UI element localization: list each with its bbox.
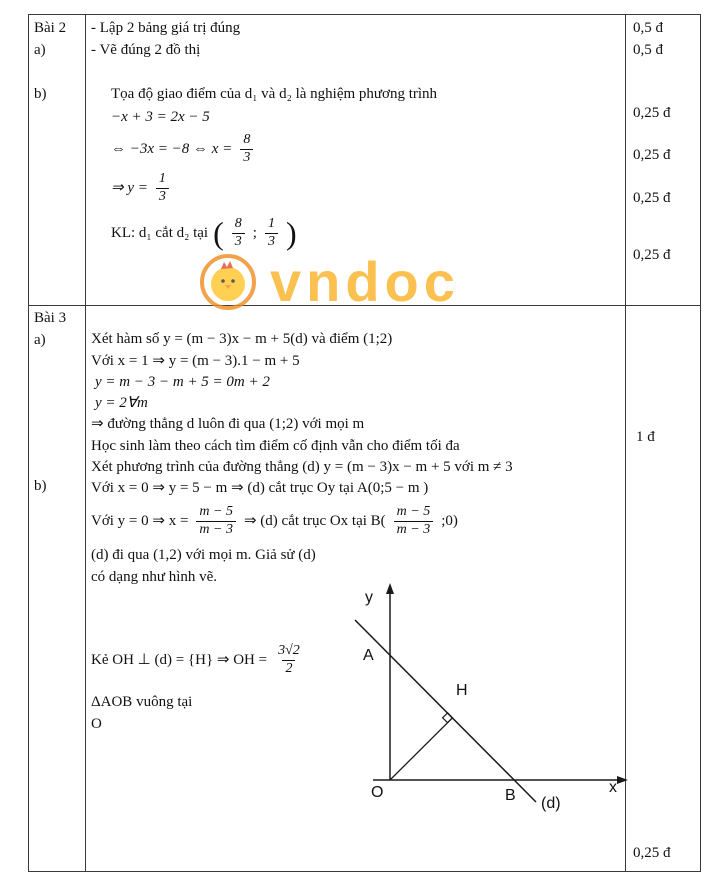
label-y: y [365,589,373,606]
fraction-denominator: m − 3 [196,521,236,539]
fraction-3root2-2 [275,643,303,678]
fraction-denominator: m − 3 [394,521,434,539]
bai3-line12-equation [91,641,306,679]
fraction-denominator: 3 [265,233,278,251]
bai3-line10: (d) đi qua (1,2) với mọi m. Giả sử (d) [91,547,316,563]
points-cell: 0,5 đ [633,42,663,58]
label-x: x [609,779,617,796]
bai3-sub-b: b) [34,478,47,494]
points-cell: 0,25 đ [633,147,671,163]
bai2-row-label: Bài 2 [34,20,67,36]
right-angle-mark-icon [443,713,453,723]
points-cell: 0,5 đ [633,20,663,36]
fraction-denominator: 3 [240,149,253,167]
points-cell: 0,25 đ [633,845,671,861]
bai3-line11: có dạng như hình vẽ. [91,569,218,585]
fraction-1-3 [265,216,278,251]
fraction-m5-m3 [196,504,236,539]
fraction-8-3 [240,132,253,167]
vndoc-chick-logo-icon [198,252,260,312]
bai3-line6: Học sinh làm theo cách tìm điểm cố định vẫn cho điểm tối đa [91,438,460,454]
fraction-numerator: 8 [234,215,242,231]
label-d: (d) [541,795,561,812]
equation-text: Với y = 0 ⇒ x = [91,513,189,529]
y-axis-arrow-icon [386,583,394,594]
bai2-conclusion-line [111,213,297,253]
fraction-numerator: 1 [267,215,275,231]
bai3-line9-equation [91,502,458,540]
line-d [355,620,536,802]
fraction-numerator: 3√2 [278,642,300,658]
open-paren: ( [213,215,224,251]
separator: ; [252,225,257,241]
bai2-line2: - Vẽ đúng 2 đồ thị [91,42,201,58]
bai3-line8: Với x = 0 ⇒ y = 5 − m ⇒ (d) cắt trục Oy tại A(0;5 − m ) [91,480,429,496]
equation-text: ⇒ (d) cắt trục Ox tại B( [243,513,386,529]
bai3-line3-equation: y = m − 3 − m + 5 = 0m + 2 [95,374,270,390]
close-paren: ) [285,215,297,251]
bai2-sub-a: a) [34,42,46,58]
fraction-m5-m3 [394,504,434,539]
fraction-denominator: 2 [282,660,295,678]
fraction-denominator: 3 [232,233,245,251]
label-o: O [371,784,384,801]
segment-oh [390,718,453,780]
bai3-line5: ⇒ đường thẳng d luôn đi qua (1;2) với mọi m [91,416,365,432]
table-col-divider-left [85,14,86,872]
vndoc-watermark [198,252,460,312]
conclusion-text: KL: d₁ cắt d₂ tại [111,225,209,241]
fraction-numerator: 8 [243,131,251,147]
bai2-line4-equation: −x + 3 = 2x − 5 [111,109,210,125]
fraction-denominator: 3 [156,188,169,206]
bai3-line2: Với x = 1 ⇒ y = (m − 3).1 − m + 5 [91,353,300,369]
equation-text: ⇒ y = [111,180,148,196]
equation-text: Kẻ OH ⊥ (d) = {H} ⇒ OH = [91,652,268,668]
bai3-row-label: Bài 3 [34,310,67,326]
coordinate-diagram [335,578,635,828]
vndoc-watermark-text: vndoc [270,250,460,313]
bai2-line6-equation [111,170,172,206]
fraction-1-3 [156,171,169,206]
bai3-line13: ΔAOB vuông tại [91,694,193,710]
bai2-sub-b: b) [34,86,47,102]
label-a: A [363,647,374,664]
points-cell: 0,25 đ [633,247,671,263]
points-cell: 0,25 đ [633,105,671,121]
label-h: H [456,682,468,699]
bai2-line5-equation [111,131,256,167]
bai2-line3: Tọa độ giao điểm của d₁ và d₂ là nghiệm phương trình [111,86,438,102]
fraction-numerator: m − 5 [199,503,233,519]
label-b: B [505,787,516,804]
equation-text: ⇔ −3x = −8 ⇔ x = [111,141,233,157]
fraction-numerator: m − 5 [396,503,431,519]
points-cell: 0,25 đ [633,190,671,206]
fraction-numerator: 1 [158,170,166,186]
bai3-line4-equation: y = 2∀m [95,395,148,411]
points-cell: 1 đ [636,429,655,445]
bai3-sub-a: a) [34,332,46,348]
bai3-line7: Xét phương trình của đường thẳng (d) y = (m − 3)x − m + 5 với m ≠ 3 [91,459,513,475]
bai2-line1: - Lập 2 bảng giá trị đúng [91,20,241,36]
bai3-line1: Xét hàm số y = (m − 3)x − m + 5(d) và điểm (1;2) [91,331,393,347]
bai3-line14: O [91,716,102,732]
fraction-8-3 [232,216,245,251]
x-axis-arrow-icon [617,776,628,784]
equation-text: ;0) [441,513,458,529]
